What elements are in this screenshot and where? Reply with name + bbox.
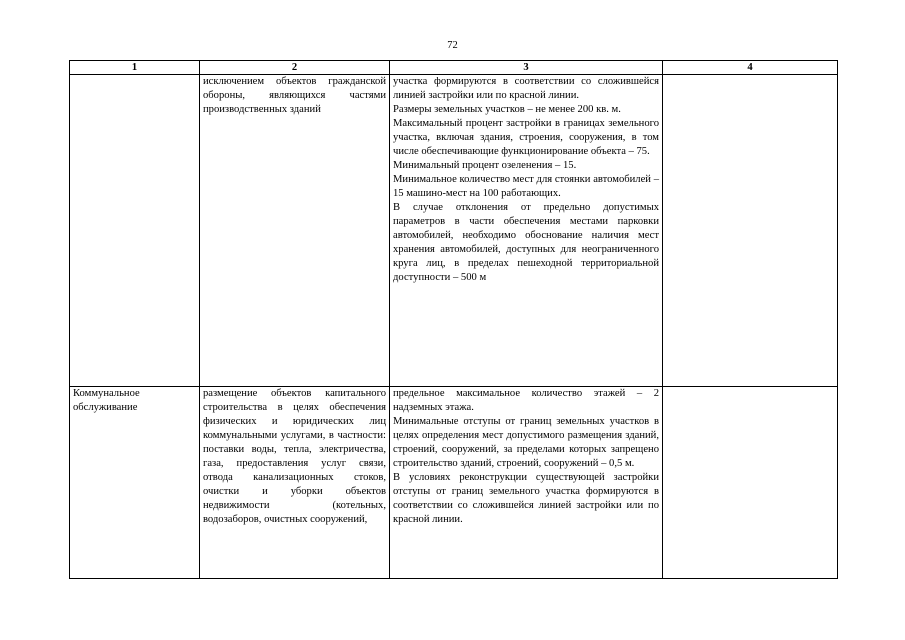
use-description-cell xyxy=(200,387,390,579)
parameter-paragraph: Размеры земельных участков – не менее 200 кв. м. xyxy=(393,104,621,115)
parameter-paragraph: Максимальный процент застройки в границах земельного участка, включая здания, строения, сооружения, в том числе обеспечивающие функционирование объекта – 75. xyxy=(393,118,659,157)
notes-cell xyxy=(663,387,838,579)
use-description-cell xyxy=(200,75,390,387)
parameter-paragraph: предельное максимальное количество этажей – 2 надземных этажа. xyxy=(393,388,659,413)
parameter-paragraph: В случае отклонения от предельно допустимых параметров в части обеспечения местами парковки автомобилей, необходимо обоснование наличия мест хранения автомобилей, доступных для неограниченного круга лиц, в пределах пешеходной территориальной доступности – 500 м xyxy=(393,202,659,283)
parameters-cell xyxy=(390,75,663,387)
column-header-4: 4 xyxy=(663,61,838,75)
parameter-paragraph: Минимальное количество мест для стоянки автомобилей – 15 машино-мест на 100 работающих. xyxy=(393,174,659,199)
parameter-paragraph: Минимальные отступы от границ земельных участков в целях определения мест допустимого размещения зданий, строений, сооружений, за пределами которых запрещено строительство зданий, строений, сооружений – 0,5 м. xyxy=(393,416,659,469)
parameter-paragraph: участка формируются в соответствии со сложившейся линией застройки или по красной линии. xyxy=(393,76,659,101)
table-row xyxy=(70,387,838,579)
page-number: 72 xyxy=(447,40,458,51)
parameters-cell xyxy=(390,387,663,579)
column-header-2: 2 xyxy=(200,61,390,75)
use-type-cell xyxy=(70,75,200,387)
column-header-1: 1 xyxy=(70,61,200,75)
table-row xyxy=(70,75,838,387)
parameter-paragraph: Минимальный процент озеленения – 15. xyxy=(393,160,577,171)
column-header-3: 3 xyxy=(390,61,663,75)
use-description-text: исключением объектов гражданской обороны, являющихся частями производственных зданий xyxy=(203,76,386,115)
use-description-text: размещение объектов капитального строительства в целях обеспечения физических и юридических лиц коммунальными услугами, в частности: поставки воды, тепла, электричества, газа, предоставления услуг связи, отвода канализационных стоков, очистки и уборки объектов недвижимости (котельных, водозаборов, очистных сооружений, xyxy=(203,388,386,525)
table-header-row xyxy=(70,61,838,75)
notes-cell xyxy=(663,75,838,387)
use-type-cell xyxy=(70,387,200,579)
use-type-text: Коммунальное обслуживание xyxy=(73,388,140,413)
regulations-table xyxy=(69,60,838,579)
parameter-paragraph: В условиях реконструкции существующей застройки отступы от границ земельного участка формируются в соответствии со сложившейся линией застройки или по красной линии. xyxy=(393,472,659,525)
